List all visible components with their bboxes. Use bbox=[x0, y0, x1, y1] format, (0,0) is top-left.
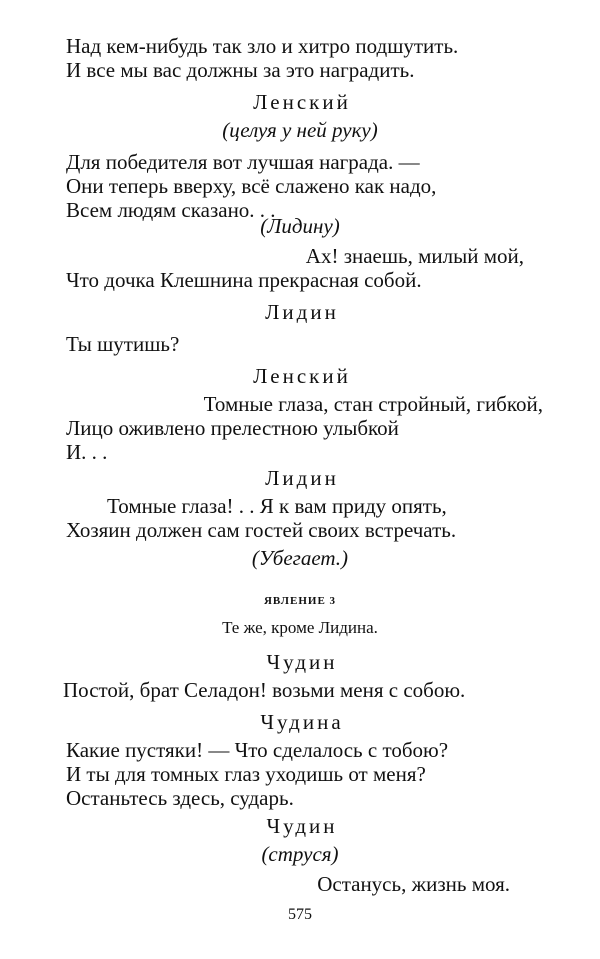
stage-direction: (струся) bbox=[261, 842, 339, 866]
verse-line: Останьтесь здесь, сударь. bbox=[66, 786, 294, 810]
verse-line: Лицо оживлено прелестною улыбкой bbox=[66, 416, 399, 440]
verse-line: Хозяин должен сам гостей своих встречать. bbox=[66, 518, 457, 542]
verse-line: И ты для томных глаз уходишь от меня? bbox=[66, 762, 426, 786]
verse-line: Над кем-нибудь так зло и хитро подшутить. bbox=[66, 34, 459, 58]
stage-direction: (Убегает.) bbox=[251, 546, 349, 570]
verse-line: Какие пустяки! — Что сделалось с тобою? bbox=[66, 738, 449, 762]
verse-line: Останусь, жизнь моя. bbox=[317, 872, 510, 896]
verse-line: Для победителя вот лучшая награда. — bbox=[66, 150, 420, 174]
scene-characters: Те же, кроме Лидина. bbox=[222, 618, 378, 637]
speaker-name: Лидин bbox=[265, 466, 339, 490]
speaker-name: Ленский bbox=[253, 90, 351, 114]
verse-line: И. . . bbox=[66, 440, 108, 464]
page-number: 575 bbox=[288, 906, 312, 923]
speaker-name: Чудин bbox=[266, 814, 338, 838]
scene-title: ЯВЛЕНИЕ 3 bbox=[263, 595, 337, 607]
stage-direction: (Лидину) bbox=[260, 214, 340, 238]
speaker-name: Ленский bbox=[253, 364, 351, 388]
stage-direction: (целуя у ней руку) bbox=[222, 118, 378, 142]
verse-line: Томные глаза, стан стройный, гибкой, bbox=[203, 392, 543, 416]
verse-line: Всем людям сказано. . . bbox=[66, 198, 276, 222]
verse-line: И все мы вас должны за это наградить. bbox=[66, 58, 415, 82]
speaker-name: Лидин bbox=[265, 300, 339, 324]
verse-line: Что дочка Клешнина прекрасная собой. bbox=[66, 268, 422, 292]
speaker-name: Чудин bbox=[266, 650, 338, 674]
verse-line: Постой, брат Селадон! возьми меня с собою. bbox=[63, 678, 466, 702]
speaker-name: Чудина bbox=[260, 710, 344, 734]
verse-line: Ты шутишь? bbox=[66, 332, 180, 356]
verse-line: Томные глаза! . . Я к вам приду опять, bbox=[107, 494, 447, 518]
verse-line: Они теперь вверху, всё слажено как надо, bbox=[66, 174, 437, 198]
verse-line: Ах! знаешь, милый мой, bbox=[305, 244, 524, 268]
